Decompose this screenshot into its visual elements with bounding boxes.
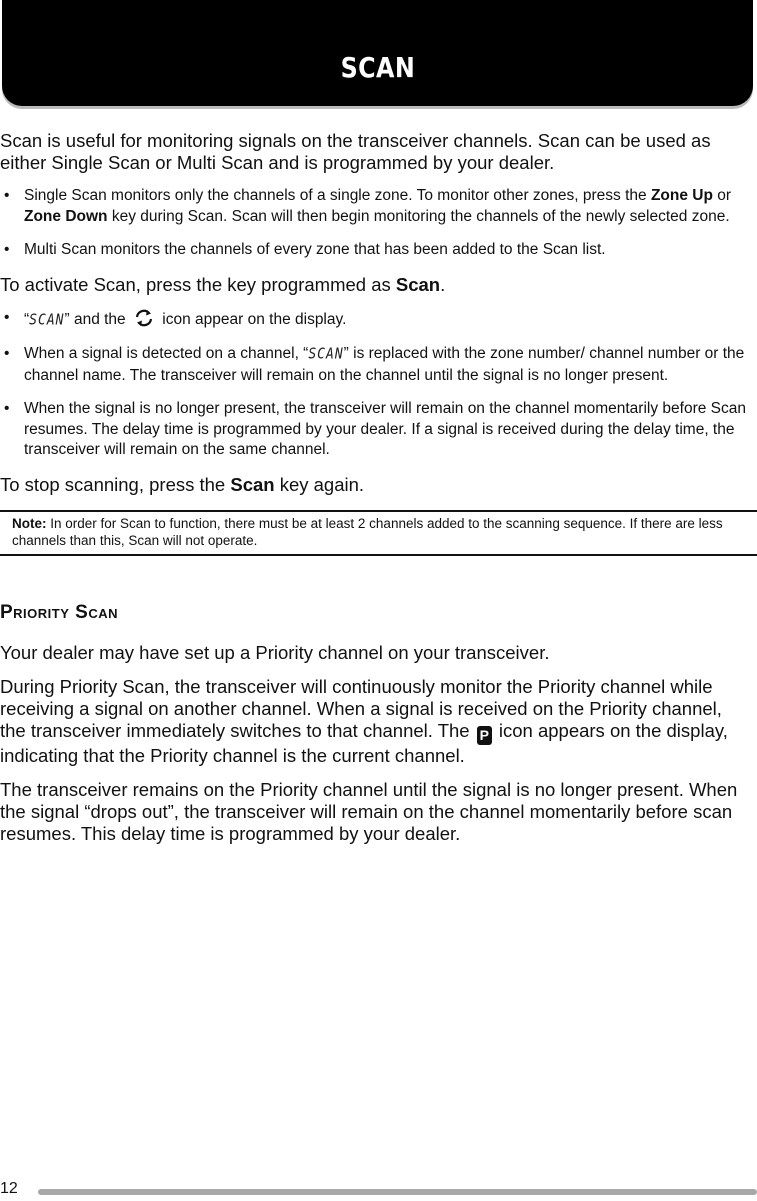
priority-paragraph-3: The transceiver remains on the Priority channel until the signal is no longer present. When the signal “drops out”, the transceiver will remain on the channel momentarily before scan resumes. This delay time is programmed by your dealer. [0, 778, 738, 844]
bullet-marker: • [4, 308, 10, 326]
intro-paragraph: Scan is useful for monitoring signals on the transceiver channels. Scan can be used as either Single Scan or Multi Scan and is programmed by your dealer. [0, 130, 711, 173]
bullet-marker: • [4, 241, 10, 258]
priority-icon: P [477, 726, 492, 745]
bullet-scan-display: • “SCAN” and the icon appear on the display. [0, 308, 757, 332]
note-text: In order for Scan to function, there must be at least 2 channels added to the scanning sequence. If there are less channels than this, Scan will not operate. [12, 515, 723, 548]
note-box [0, 510, 757, 556]
priority-paragraph-1: Your dealer may have set up a Priority channel on your transceiver. [0, 641, 550, 663]
title-banner [2, 0, 753, 106]
priority-paragraph-2: During Priority Scan, the transceiver will continuously monitor the Priority channel while receiving a signal on another channel. When a signal is received on the Priority channel, the transceiver immediately switches to that channel. The P icon appears on the display, indicating that the Priority channel is the current channel. [0, 675, 728, 766]
bullet-signal-lost: • When the signal is no longer present, the transceiver will remain on the channel momentarily before Scan resumes. The delay time is programmed by your dealer. If a signal is received during the delay time, the transceiver will remain on the same channel. [4, 400, 746, 458]
bullet-single-scan: • Single Scan monitors only the channels of a single zone. To monitor other zones, press the Zone Up or Zone Down key during Scan. Scan will then begin monitoring the channels of the newly selected zone. [4, 187, 732, 225]
bullet-marker: • [4, 345, 10, 362]
bullet-signal-detected: • When a signal is detected on a channel, “SCAN” is replaced with the zone number/ channel number or the channel name. The transceiver will remain on the channel until the signal is no longer present. [4, 345, 745, 384]
footer-divider [38, 1189, 757, 1195]
zone-down-key: Zone Down [24, 207, 108, 225]
activate-paragraph: To activate Scan, press the key programmed as Scan. [0, 273, 446, 295]
stop-paragraph: To stop scanning, press the Scan key again. [0, 473, 365, 495]
note-label: Note: [12, 515, 47, 531]
page-title: SCAN [340, 51, 415, 84]
scan-key: Scan [230, 473, 275, 495]
bullet-marker: • [4, 187, 10, 204]
bullet-multi-scan: • Multi Scan monitors the channels of every zone that has been added to the Scan list. [0, 240, 757, 261]
zone-up-key: Zone Up [650, 187, 713, 204]
priority-scan-heading: Priority Scan [0, 601, 119, 623]
scan-key: Scan [395, 273, 441, 295]
page-number: 12 [0, 1180, 18, 1197]
scan-icon [134, 308, 154, 328]
lcd-scan-text: SCAN [29, 311, 65, 329]
main-content [0, 130, 757, 857]
bullet-marker: • [4, 400, 10, 417]
lcd-scan-text: SCAN [308, 345, 344, 364]
